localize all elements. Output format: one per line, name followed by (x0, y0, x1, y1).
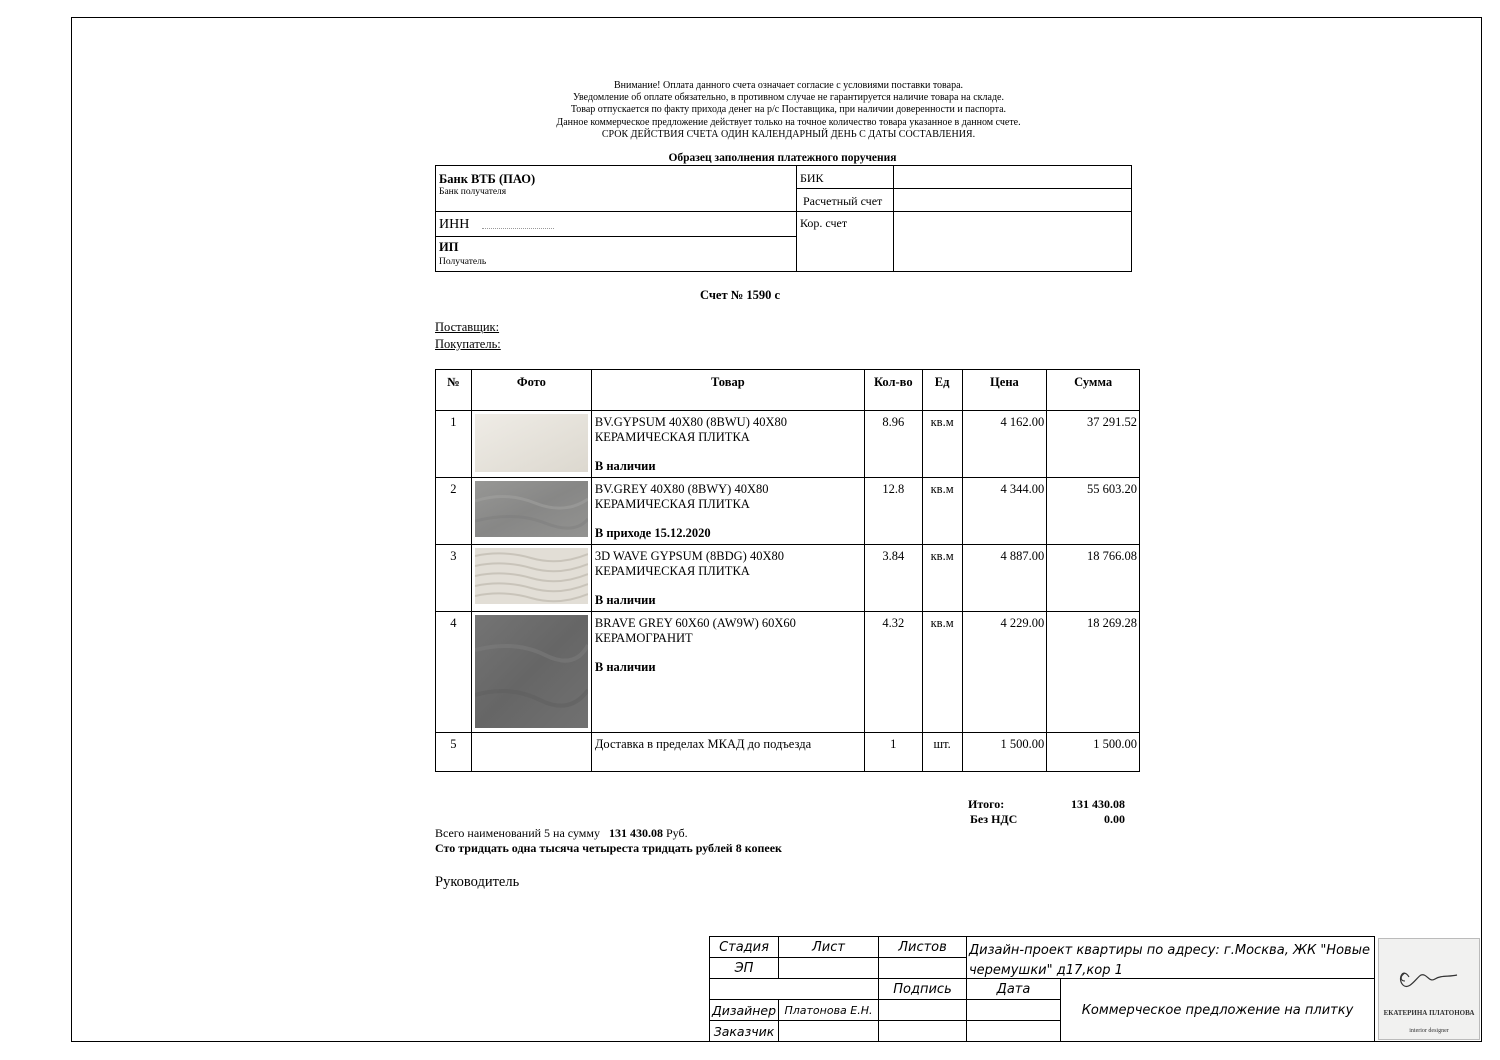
vat-value: 0.00 (1104, 812, 1125, 826)
notice-line: Уведомление об оплате обязательно, в противном случае не гарантируется наличие товара на складе. (573, 92, 1004, 104)
price: 4 887.00 (962, 545, 1047, 612)
price: 4 344.00 (962, 478, 1047, 545)
payment-notice (436, 80, 1141, 141)
row-number: 3 (436, 545, 472, 612)
row-number: 2 (436, 478, 472, 545)
product-name: Доставка в пределах МКАД до подъезда (594, 737, 812, 751)
notice-line: Внимание! Оплата данного счета означает согласие с условиями поставки товара. (613, 80, 964, 91)
photo-cell (471, 612, 591, 733)
sum: 37 291.52 (1047, 411, 1140, 478)
tile-photo (475, 615, 588, 732)
bik-label-cell (796, 165, 894, 189)
total-label: Итого: (968, 797, 1005, 811)
product-cell (591, 545, 864, 612)
bik-value-cell (893, 165, 1132, 189)
sheet-label: Лист (778, 936, 879, 958)
summary-currency: Руб. (665, 826, 688, 840)
account-label: Расчетный счет (803, 194, 883, 208)
account-value-cell (893, 188, 1132, 212)
sum: 55 603.20 (1047, 478, 1140, 545)
recipient-cell (435, 236, 797, 272)
designer-label: Дизайнер (709, 999, 779, 1021)
designer-logo (1378, 938, 1480, 1040)
designer-name: Платонова Е.Н. (778, 999, 879, 1021)
corr-value-cell (893, 211, 1132, 272)
title-block (709, 936, 1482, 1042)
customer-label: Заказчик (709, 1020, 779, 1042)
signature-label: Подпись (878, 978, 967, 1000)
unit: кв.м (922, 545, 962, 612)
tile-photo (475, 481, 588, 541)
table-header-row (436, 370, 1140, 411)
quantity: 4.32 (864, 612, 922, 733)
product-status: В наличии (594, 593, 656, 607)
supplier-label: Поставщик: (435, 320, 500, 334)
product-cell (591, 411, 864, 478)
invoice-number: Счет № 1590 с (700, 288, 781, 302)
sum: 18 766.08 (1047, 545, 1140, 612)
summary-words: Сто тридцать одна тысяча четыреста тридцать рублей 8 копеек (435, 841, 782, 855)
row-number: 1 (436, 411, 472, 478)
unit: шт. (922, 733, 962, 772)
recipient-caption: Получатель (439, 257, 487, 267)
tile-photo-image (475, 481, 588, 537)
product-cell (591, 478, 864, 545)
corr-label-cell (796, 211, 894, 272)
bank-details-table (435, 165, 1132, 272)
bank-name: Банк ВТБ (ПАО) (439, 172, 536, 186)
head-signature-label: Руководитель (435, 874, 520, 890)
table-row (436, 411, 1140, 478)
notice-line: СРОК ДЕЙСТВИЯ СЧЕТА ОДИН КАЛЕНДАРНЫЙ ДЕНЬ С ДАТЫ СОСТАВЛЕНИЯ. (601, 128, 976, 140)
price: 1 500.00 (962, 733, 1047, 772)
row-number: 5 (436, 733, 472, 772)
account-label-cell (796, 188, 894, 212)
quantity: 8.96 (864, 411, 922, 478)
tile-photo-image (475, 414, 588, 472)
project-title: Дизайн-проект квартиры по адресу: г.Москва, ЖК "Новые черемушки" д17,кор 1 (966, 936, 1375, 979)
bik-label: БИК (800, 171, 824, 185)
customer-signature (878, 1020, 967, 1042)
total-value: 131 430.08 (1071, 797, 1125, 811)
photo-cell (471, 478, 591, 545)
inn-cell (435, 211, 797, 237)
product-cell (591, 612, 864, 733)
sheets-label: Листов (878, 936, 967, 958)
product-status: В наличии (594, 459, 656, 473)
tile-photo-image (475, 548, 588, 604)
product-name: BV.GYPSUM 40X80 (8BWU) 40X80 КЕРАМИЧЕСКАЯ ПЛИТКА (594, 415, 788, 444)
tile-photo (475, 414, 588, 476)
stage-label: Стадия (709, 936, 779, 958)
quantity: 3.84 (864, 545, 922, 612)
blank-cell (709, 978, 879, 1000)
sheets-value (878, 957, 967, 979)
product-name: BV.GREY 40X80 (8BWY) 40X80 КЕРАМИЧЕСКАЯ ПЛИТКА (594, 482, 769, 511)
buyer-label: Покупатель: (435, 337, 501, 351)
column-header: Товар (591, 370, 864, 411)
summary-amount: 131 430.08 (608, 826, 663, 840)
customer-date (966, 1020, 1061, 1042)
corr-label: Кор. счет (800, 216, 848, 230)
notice-line: Товар отпускается по факту прихода денег на р/с Поставщика, при наличии доверенности и паспорта. (570, 104, 1007, 116)
row-number: 4 (436, 612, 472, 733)
recipient-name: ИП (439, 240, 459, 254)
column-header: Сумма (1047, 370, 1140, 411)
inn-label: ИНН (439, 217, 470, 232)
stage-value: ЭП (709, 957, 779, 979)
bank-name-cell (435, 165, 797, 212)
photo-cell (471, 411, 591, 478)
payment-form-title: Образец заполнения платежного поручения (668, 152, 897, 164)
column-header: Кол-во (864, 370, 922, 411)
logo-name: ЕКАТЕРИНА ПЛАТОНОВА (1383, 1009, 1475, 1017)
photo-cell (471, 733, 591, 772)
product-status: В наличии (594, 660, 656, 674)
items-table (435, 369, 1140, 772)
logo-subtitle: interior designer (1409, 1028, 1449, 1034)
table-row (436, 612, 1140, 733)
notice-line: Данное коммерческое предложение действует только на точное количество товара указанное в данном счете. (556, 116, 1021, 128)
inn-redacted (482, 224, 554, 229)
table-row (436, 733, 1140, 772)
column-header: Ед (922, 370, 962, 411)
product-status: В приходе 15.12.2020 (594, 526, 711, 540)
quantity: 1 (864, 733, 922, 772)
unit: кв.м (922, 478, 962, 545)
tile-photo (475, 548, 588, 608)
product-name: 3D WAVE GYPSUM (8BDG) 40X80 КЕРАМИЧЕСКАЯ ПЛИТКА (594, 549, 784, 578)
product-name: BRAVE GREY 60X60 (AW9W) 60X60 КЕРАМОГРАНИТ (594, 616, 796, 645)
price: 4 229.00 (962, 612, 1047, 733)
column-header: Фото (471, 370, 591, 411)
date-label: Дата (966, 978, 1061, 1000)
unit: кв.м (922, 612, 962, 733)
document-title: Коммерческое предложение на плитку (1060, 978, 1375, 1042)
bank-caption: Банк получателя (439, 187, 507, 197)
table-row (436, 478, 1140, 545)
customer-name (778, 1020, 879, 1042)
sheet-value (778, 957, 879, 979)
summary-line (435, 826, 688, 841)
designer-signature (878, 999, 967, 1021)
vat-label: Без НДС (970, 812, 1018, 826)
photo-cell (471, 545, 591, 612)
product-cell (591, 733, 864, 772)
table-row (436, 545, 1140, 612)
quantity: 12.8 (864, 478, 922, 545)
summary-prefix: Всего наименований 5 на сумму (435, 826, 600, 840)
price: 4 162.00 (962, 411, 1047, 478)
signature-logo-icon (1379, 947, 1479, 1007)
sum: 1 500.00 (1047, 733, 1140, 772)
designer-date (966, 999, 1061, 1021)
sum: 18 269.28 (1047, 612, 1140, 733)
column-header: Цена (962, 370, 1047, 411)
unit: кв.м (922, 411, 962, 478)
tile-photo-image (475, 615, 588, 728)
column-header: № (436, 370, 472, 411)
